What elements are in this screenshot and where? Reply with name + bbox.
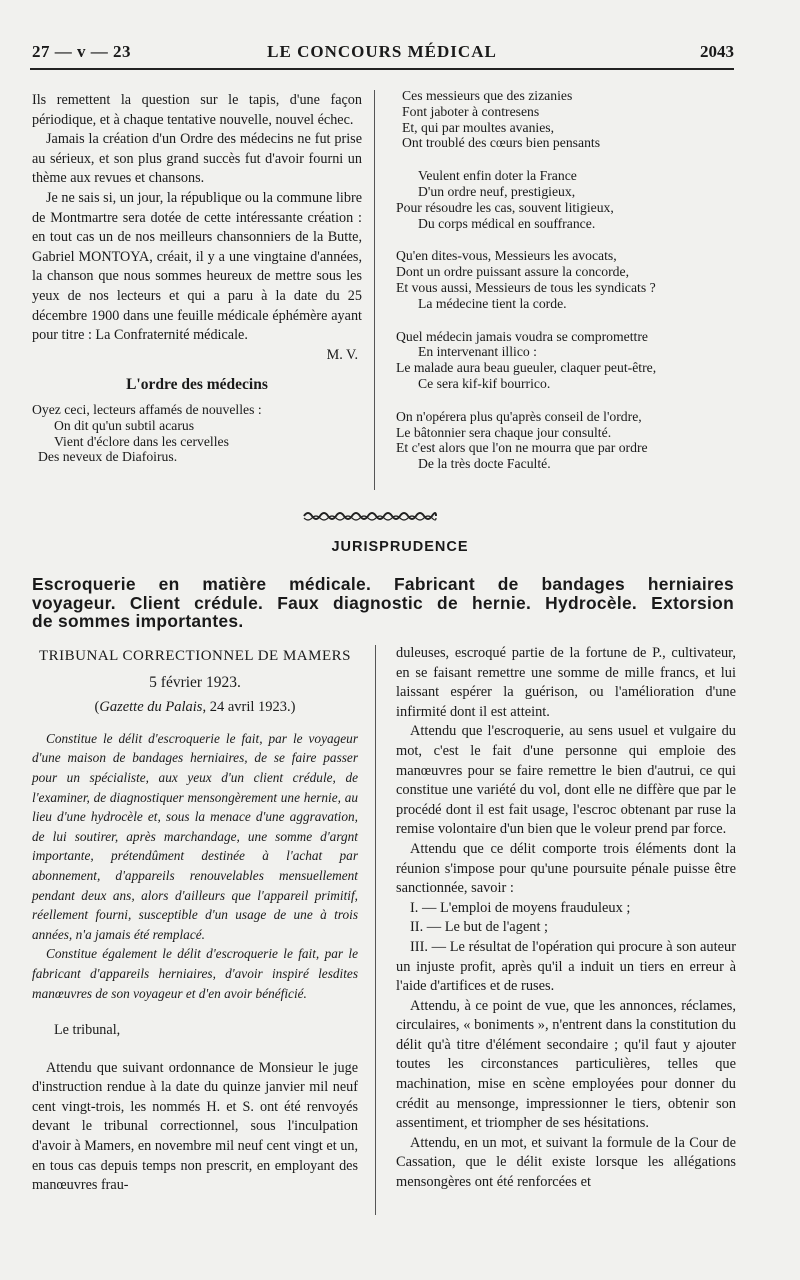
list-item: II. — Le but de l'agent ;	[410, 919, 549, 936]
paragraph: Ils remettent la question sur le tapis, d'une façon périodique, et à chaque tentative nouvelle, nouvel échec.	[32, 92, 362, 128]
headline-line: voyageur. Client crédule. Faux diagnostic de hernie. Hydrocèle. Extorsion	[32, 592, 734, 613]
poem-line: Ont troublé des cœurs bien pensants	[402, 135, 601, 151]
page-number: 2043	[700, 42, 734, 61]
poem-line: Oyez ceci, lecteurs affamés de nouvelles :	[32, 401, 262, 417]
journal-title: LE CONCOURS MÉDICAL	[267, 42, 497, 61]
list-item: I. — L'emploi de moyens frauduleux ;	[410, 899, 631, 916]
paragraph: Attendu, en un mot, et suivant la formule de la Cour de Cassation, que le délit existe lorsque les allégations mensongères ont été renforcées et	[396, 1134, 736, 1191]
poem-line: Et vous aussi, Messieurs de tous les syndicats ?	[396, 279, 656, 295]
poem-stanza	[396, 329, 746, 392]
poem-line: Et, qui par moultes avanies,	[402, 119, 555, 135]
poem-stanza	[396, 168, 746, 231]
paragraph: duleuses, escroqué partie de la fortune de P., cultivateur, en se faisant remettre une somme de mille francs, et lui laissant espérer la guérison, ou l'amélioration d'une infirmité dont il est atteint.	[396, 645, 736, 720]
headline-line: Escroquerie en matière médicale. Fabricant de bandages herniaires	[32, 574, 734, 594]
paragraph: Attendu que l'escroquerie, au sens usuel et vulgaire du mot, c'est le fait d'une personne qui emploie des manœuvres pour se faire remettre le bien d'autrui, ce qui constitue une variété du vol, dont elle ne diffère que par le procédé dont il est fait usage, l'escroc obtenant par ruse la remise volontaire d'un bien que le voleur prend par force.	[396, 723, 736, 838]
poem-stanza	[396, 409, 746, 472]
paragraph: Je ne sais si, un jour, la république ou la commune libre de Montmartre sera dotée de cette intéressante création : en tout cas un de nos meilleurs chansonniers de la Butte, Gabriel MONTOYA, créait, il y a une vingtaine d'années, la chanson que nous sommes heureux de mettre sous les yeux de nos lecteurs et qui a paru à la date du 25 décembre 1900 dans une feuille médicale éphémère ayant pour titre : La Confraternité médicale.	[32, 189, 362, 344]
poem-line: Le bâtonnier sera chaque jour consulté.	[396, 424, 612, 440]
page-header	[30, 42, 734, 68]
poem-line: La médecine tient la corde.	[418, 295, 567, 311]
header-rule	[30, 68, 734, 70]
poem-line: Du corps médical en souffrance.	[418, 215, 596, 231]
poem-line: Ces messieurs que des zizanies	[402, 88, 573, 103]
poem-line: Et c'est alors que l'on ne mourra que par ordre	[396, 440, 648, 456]
poem-line: Des neveux de Diafoirus.	[38, 449, 178, 465]
poem-line: Pour résoudre les cas, souvent litigieux,	[396, 199, 614, 215]
section-title: JURISPRUDENCE	[331, 539, 469, 555]
paragraph: Attendu que ce délit comporte trois éléments dont la réunion s'impose pour qu'une poursuite pénale puisse être sanctionnée, savoir :	[396, 840, 736, 897]
ornamental-divider	[300, 508, 440, 524]
poem-line: Font jaboter à contresens	[402, 103, 540, 119]
holding-paragraph: Constitue également le délit d'escroquerie le fait, par le fabricant d'appareils herniaires, d'avoir inspiré lesdites manœuvres de son voyageur et d'en avoir bénéficié.	[32, 946, 358, 1001]
poem-stanza	[32, 402, 362, 465]
judgment-date: 5 février 1923.	[149, 673, 241, 691]
column-divider-bottom	[375, 645, 376, 1215]
paragraph: Jamais la création d'un Ordre des médecins ne fut prise au sérieux, et son plus grand succès fut d'avoir fourni un thème aux revues et chansons.	[32, 131, 362, 187]
poem-line: D'un ordre neuf, prestigieux,	[418, 183, 576, 199]
poem-title: L'ordre des médecins	[126, 376, 268, 394]
author-signature: M. V.	[326, 346, 358, 363]
poem-line: On dit qu'un subtil acarus	[54, 417, 195, 433]
source-title: Gazette du Palais	[99, 699, 203, 716]
poem-line: Dont un ordre puissant assure la concorde,	[396, 264, 630, 280]
column-divider-top	[374, 90, 375, 490]
poem-line: Qu'en dites-vous, Messieurs les avocats,	[396, 248, 617, 264]
poem-line: Vient d'éclore dans les cervelles	[54, 433, 229, 449]
tribunal-intro: Le tribunal,	[54, 1022, 121, 1039]
poem-stanza	[396, 88, 746, 151]
poem-line: De la très docte Faculté.	[418, 456, 551, 472]
judgment-column-left	[32, 647, 358, 1196]
holding-paragraph: Constitue le délit d'escroquerie le fait, par le voyageur d'une maison de bandages herniaires, de se faire passer pour un spécialiste, aux yeux d'un client crédule, de l'examiner, de diagnostiquer mensongèrement une hernie, au lieu d'une hydrocèle et, sous la menace d'une aggravation, de lui soutirer, après marchandage, une somme d'argnt importante, prétendûment destinée à l'achat par abonnement, d'appareils renouvelables mensuellement pendant deux ans, alors d'ailleurs que l'appareil primitif, réellement fourni, susceptible d'un usage de une à trois années, n'a jamais été remplacé.	[32, 730, 358, 942]
poem-line: Le malade aura beau gueuler, claquer peut-être,	[396, 360, 657, 376]
list-item: III. — Le résultat de l'opération qui procure à son auteur un injuste profit, après qu'il a induit un tiers en erreur à l'aide d'artifices et de ruses.	[396, 938, 736, 995]
paragraph: Attendu que suivant ordonnance de Monsieur le juge d'instruction rendue à la date du quinze janvier mil neuf cent vingt-trois, les nommés H. et S. ont été renvoyés devant le tribunal correctionnel, sous l'inculpation d'avoir à Mamers, en novembre mil neuf cent vingt et un, en tous cas depuis temps non prescrit, en employant des manœuvres frau-	[32, 1059, 358, 1194]
poem-line: Veulent enfin doter la France	[418, 168, 577, 184]
poem-line: En intervenant illico :	[418, 344, 537, 360]
poem-stanza	[396, 248, 746, 311]
judgment-column-right	[396, 644, 736, 1193]
source-date: , 24 avril 1923.)	[202, 699, 296, 716]
issue-date: 27 — v — 23	[32, 42, 131, 61]
source-citation: (Gazette du Palais, 24 avril 1923.)	[94, 699, 296, 716]
article-headline	[32, 575, 734, 631]
court-name: TRIBUNAL CORRECTIONNEL DE MAMERS	[39, 648, 351, 664]
paragraph: Attendu, à ce point de vue, que les annonces, réclames, circulaires, « boniments », n'entrent dans la constitution du délit qu'à titre d'élément secondaire ; qu'il faut y ajouter toutes les circonstances particulières, telles que machination, mise en scène employées pour donner du crédit au mensonge, impressionner le tiers, obtenir son assentiment, et triompher de ses hésitations.	[396, 997, 736, 1132]
headline-line: de sommes importantes.	[32, 611, 244, 632]
poem-line: Ce sera kif-kif bourrico.	[418, 375, 551, 391]
poem-line: On n'opérera plus qu'après conseil de l'ordre,	[396, 408, 642, 424]
poem-line: Quel médecin jamais voudra se compromettre	[396, 328, 648, 344]
poem-column-right	[396, 88, 746, 489]
article-ordre-column-left	[32, 91, 362, 465]
